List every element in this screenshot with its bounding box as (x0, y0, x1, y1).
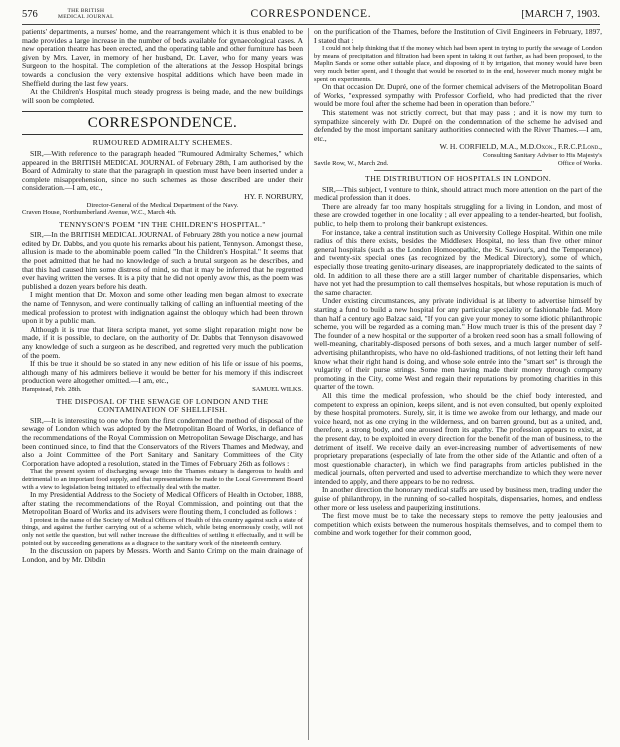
article-title: TENNYSON'S POEM "IN THE CHILDREN'S HOSPITAL." (59, 219, 266, 229)
right-column (314, 28, 602, 740)
article-body: SIR,—With reference to the paragraph headed "Rumoured Admiralty Schemes," which appeared in the BRITISH MEDICAL JOURNAL of February 28th, I am authorised by the Board of Admiralty to state that the paragraph in question must have been inserted under a complete misapprehension, since no such schemes as those described are under their consideration.—I am, etc., (22, 148, 303, 193)
page-number: 576 (22, 9, 38, 20)
journal-abbrev-line1: THE BRITISH (67, 8, 105, 14)
article-body: on the purification of the Thames, before the Institution of Civil Engineers in February, 1897, I stated that : (314, 28, 602, 45)
signature-title: Consulting Sanitary Adviser to His Majesty's (483, 151, 602, 159)
article-body: SIR,—It is interesting to one who from the first condemned the method of disposal of the sewage of London which was adopted by the Metropolitan Board of Works, in defiance of the recommendations of the Royal Commission on Metropolitan Sewage Discharge, and has been continued since, to find that the Conservators of the Rivers Thames and Medway, and also a Joint Committee of the Port Sanitary and Sanitary Committees of the City Corporation have adopted a resolution, stated in the Times of February 26th as follows : (22, 415, 303, 468)
article-body: On that occasion Dr. Dupré, one of the former chemical advisers of the Metropolitan Board of Works, "expressed sympathy with Professor Corfield, who had predicted that the river would be more foul after the scheme had been in operation than before." (314, 82, 602, 109)
dateline (22, 386, 303, 394)
article-body: In the discussion on papers by Messrs. Worth and Santo Crimp on the main drainage of London, and by Mr. Dibdin (22, 546, 303, 564)
article-title: RUMOURED ADMIRALTY SCHEMES. (92, 138, 233, 148)
signature-title: Director-General of the Medical Department of the Navy. (86, 201, 239, 209)
header-date: [MARCH 7, 1903. (521, 9, 600, 20)
address: Savile Row, W., March 2nd. (314, 159, 389, 167)
left-column (22, 28, 303, 740)
dateline (314, 160, 602, 168)
article-body: For instance, take a central institution such as University College Hospital. Within one mile radius of this there exists, besides the Middlesex Hospital, no less than five other minor general hospitals (such as the London Homoeopathic, the St. Saviour's, and the Temperance) and twenty-six special ones (as recognized by the Medical Directory), some of which, especially those treating genito-urinary diseases, are inappropriately dedicated to the saints of old. In addition to all these there are a still larger number of charitable dispensaries, which have not yet had the presumption to call themselves hospitals, but whose reputation is much of the same character. (314, 227, 602, 297)
article-body: Under existing circumstances, any private individual is at liberty to advertise himself by starting a fund to build a new hospital for any particular speciality or fashionable fad. More than half a century ago Balzac said, "If you can give your money to some idiotic philanthropic scheme, you will be regarded as a coming man." How much truer is this of the present day ? The founder of a new hospital or the supporter of a broken reed soon has a small following of well-meaning, charitably-disposed persons of both sexes, and a much larger number of self-advertising philanthropists, who have no old-fashioned traditions, of not letting their left hand know what their right hand is doing, and whose sole entrée into the "smart set" is through the vulgarity of their purse strings. Some men having made their money through company promoting in the City, come West and regain their reputations by promoting charities in this quarter of the town. (314, 296, 602, 392)
article-body: This statement was not strictly correct, but that may pass ; and it is now my turn to sympathize sincerely with Dr. Dupré on the condemnation of the scheme he advised and defended by the most important sanitary authorities connected with the River Thames.—I am, etc., (314, 107, 602, 143)
article-body: SIR,—This subject, I venture to think, should attract much more attention on the part of the medical profession than it does. (314, 184, 602, 203)
block-quote: That the present system of discharging sewage into the Thames estuary is dangerous to health and detrimental to an important food supply, and that representations be made to the Local Government Board with a view to legislation being initiated to effectually deal with the matter. (22, 468, 303, 491)
intro-paragraph: At the Children's Hospital much steady progress is being made, and the new buildings will soon be completed. (22, 87, 303, 105)
section-title: CORRESPONDENCE. (22, 111, 303, 135)
address-office: Office of Works. (557, 159, 602, 167)
block-quote: I could not help thinking that if the money which had been spent in trying to purify the sewage of London by means of precipitation and filtration had been spent in taking it out farther, as had been proposed, to the Maplin Sands or some other suitable place, and disposing of it by irrigation, that money would have been very much better spent, and I thought that would be resorted to in the end, however much money might be spent on experiments. (314, 45, 602, 83)
article-body: If this be true it should be so stated in any new edition of his life or issue of his poems, although many of his admirers believe it would be better for his memory if this indiscreet production were altogether omitted.—I am, etc., (22, 359, 303, 386)
signature: W. H. CORFIELD, M.A., M.D.Oxon., F.R.C.P.Lond., (439, 142, 602, 152)
address: Craven House, Northumberland Avenue, W.C., March 4th. (22, 209, 177, 217)
journal-abbrev-line2: MEDICAL JOURNAL (58, 14, 114, 20)
article-body: SIR,—In the BRITISH MEDICAL JOURNAL of February 28th you notice a new journal edited by Dr. Dabbs, and you quote his remarks about his patient, Tennyson. Amongst these, allusion is made to the abominable poem called "In the Children's Hospital." It seems that the poet admitted that he had no knowledge of such a brutal surgeon as he describes, and that this had caused him some distress of mind, so that it may be inferred that he regretted ever having written the verses. It is a pity that he did not openly avow this, as the poem was published a dozen years before his death. (22, 230, 303, 291)
intro-paragraph: patients' departments, a nurses' home, and the rearrangement which it is thus enabled to be made provides a large increase in the number of beds available for gynaecological cases. A new operation theatre has been erected, and the operating table and other furniture has been given by Mrs. Laver, in memory of her husband, Dr. Laver, who for many years was Surgeon to the hospital. The completion of the alterations at the Jessop Hospital brings towards a conclusion the very extensive hospital additions which have been made in Sheffield during the last few years. (22, 28, 303, 88)
article-body: In my Presidential Address to the Society of Medical Officers of Health in October, 1888, after stating the recommendations of the Royal Commission, and pointing out that the Metropolitan Board of Works and its advisers were flouting them, I concluded as follows : (22, 490, 303, 517)
article-body: The first move must be to take the necessary steps to remove the petty jealousies and competition which exists between the numerous hospitals themselves, and to compel them to combine and work together for their common good, (314, 511, 602, 538)
article-body: There are already far too many hospitals struggling for a living in London, and most of these are crowded together in one locality ; all ever appealing to a tender-hearted, but foolish, public, to help them to prolong their bankrupt existences. (314, 201, 602, 229)
signature: SAMUEL WILKS. (252, 385, 303, 393)
column-rule (308, 28, 309, 740)
signature: HY. F. NORBURY, (244, 191, 303, 201)
article-body: I might mention that Dr. Moxon and some other leading men began almost to execrate the name of Tennyson, and were continually talking of calling an influential meeting of the medical profession to protest with indignation against the obloquy which had been thrown upon it by a public man. (22, 290, 303, 326)
article-body: Although it is true that litera scripta manet, yet some slight reparation might now be made, if it is possible, to declare, on the authority of Dr. Dabbs that Tennyson disavowed any knowledge of such a surgeon as he described, and regretted very much the publication of the poem. (22, 324, 303, 360)
article-body: In another direction the honorary medical staffs are used by business men, trading under the guise of philanthropy, in the running of so-called hospitals, dispensaries, homes, and endless other more or less useless and pauperizing institutions. (314, 485, 602, 512)
block-quote: I protest in the name of the Society of Medical Officers of Health of this country against such a state of things, and against the further carrying out of a scheme which, while being enormously costly, will not only not settle the question, but will rather increase the difficulties of settling it effectually, and it will be pointed out by succeeding generations as a disgrace to the sanitary work of the nineteenth century. (22, 516, 303, 547)
article-title: THE DISTRIBUTION OF HOSPITALS IN LONDON. (365, 174, 551, 184)
header-title: CORRESPONDENCE. (250, 8, 372, 20)
running-header (22, 8, 600, 25)
place-date: Hampstead, Feb. 28th. (22, 385, 82, 393)
article-body: All this time the medical profession, who should be the chief body interested, and competent to express an opinion, keeps silent, and is not even consulted, but openly exploited by these hospital promoters. Surely, sir, it is time we awoke from our lethargy, and made our voice heard, not as one crying in the wilderness, and on barren ground, but as a united, and, therefore, a strong body, and one aroused from its apathy. The profession appears to exist, at the present day, to be exploited in every direction for the benefit of the man of business, to the detriment of itself. We receive daily an ever-increasing number of advertisements of new proprietary preparations (especially of late from the other side of the Atlantic and often of a most questionable character), in which we find paragraphs from articles published in the medical journals, often perverted and used to advertise merchandize to which they were never intended to apply, and there appears to be no redress. (314, 390, 602, 486)
divider (374, 170, 542, 171)
article-title: THE DISPOSAL OF THE SEWAGE OF LONDON AND THE CONTAMINATION OF SHELLFISH. (56, 396, 269, 415)
